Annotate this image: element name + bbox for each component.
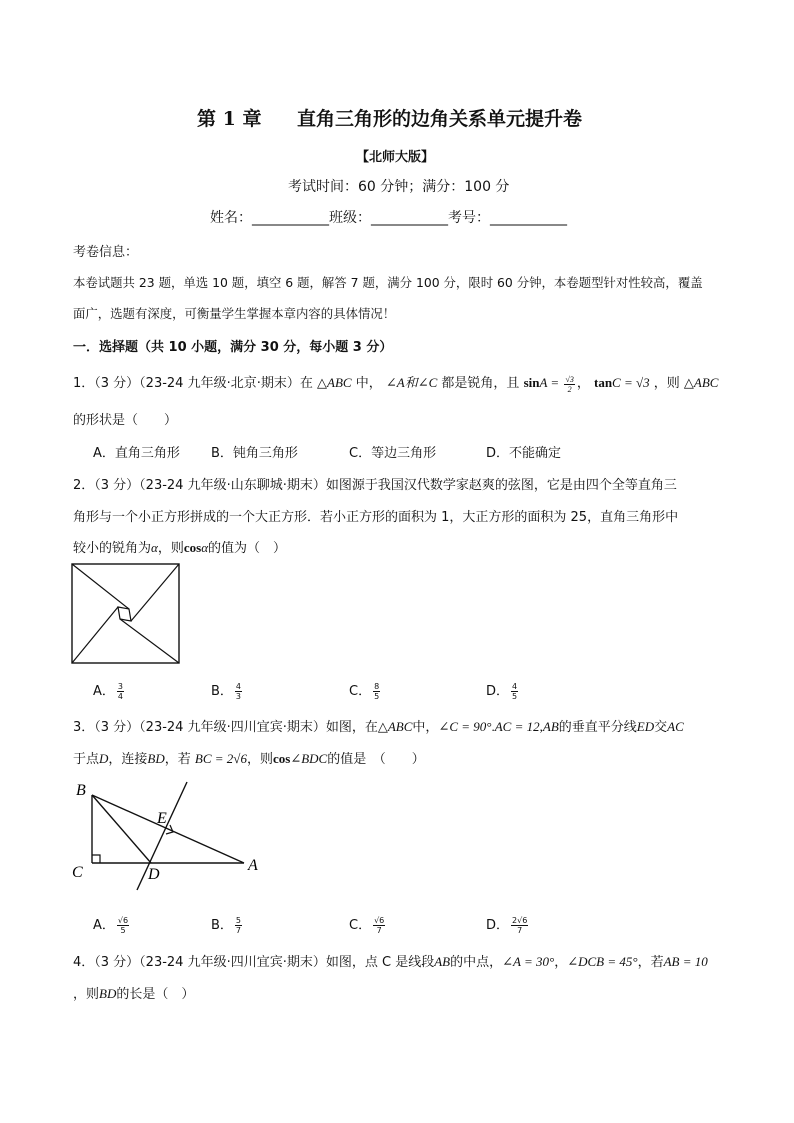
info-label: 考卷信息： bbox=[73, 245, 139, 260]
label-b: B bbox=[76, 782, 86, 799]
q2-line3a: 较小的锐角为 bbox=[73, 541, 152, 556]
question-3-line-2 bbox=[73, 748, 425, 767]
question-4-line-1 bbox=[73, 951, 708, 970]
q3-point-d: D bbox=[99, 751, 109, 766]
info-line-1: 本卷试题共 23 题，单选 10 题，填空 6 题，解答 7 题，满分 100 分，限时 60 分钟，本卷题型针对性较高，覆盖 bbox=[73, 275, 703, 290]
q1-option-b[interactable]: B．钝角三角形 bbox=[211, 446, 298, 461]
q1-tail: ，则 bbox=[653, 376, 680, 391]
q1-tan-expression: tanC = √3 bbox=[593, 375, 650, 390]
q3-option-d[interactable]: D． $\frac{2√6}{7}$ bbox=[486, 916, 528, 935]
q1-triangle-2: △ABC bbox=[683, 375, 719, 390]
q2-line3c: 的值为（ ） bbox=[208, 541, 287, 556]
q4-line2b: 的长是（ ） bbox=[116, 987, 195, 1002]
q3-line2a: 于点 bbox=[73, 752, 100, 767]
q1-option-c[interactable]: C．等边三角形 bbox=[349, 446, 437, 461]
q3-option-b[interactable]: B． $\frac{5}{7}$ bbox=[211, 916, 242, 935]
q2-option-d[interactable]: D． $\frac{4}{5}$ bbox=[486, 682, 518, 701]
q4-ab: AB bbox=[434, 954, 451, 969]
question-3-line-1 bbox=[73, 716, 684, 735]
q4-angle-dcb: ∠DCB = 45° bbox=[567, 954, 638, 969]
q3-triangle-figure bbox=[68, 776, 268, 892]
student-info-line: 姓名：___________班级：___________考号：___________ bbox=[210, 210, 567, 226]
q2-option-c[interactable]: C． $\frac{8}{5}$ bbox=[349, 682, 380, 701]
question-2-line-2: 角形与一个小正方形拼成的一个大正方形．若小正方形的面积为 1，大正方形的面积为 25，直角三角形中 bbox=[73, 510, 679, 525]
question-1-line-1: 1．（3 分）（23-24 九年级·北京·期末）在 △ABC 中， ∠A和∠C 都是锐角，且 sinA = $\frac{√3}{2}$ ， tanC = √3 ，则 △ABC bbox=[73, 374, 719, 394]
q3-ac: AC bbox=[667, 719, 684, 734]
q1-triangle: △ABC bbox=[317, 375, 352, 390]
q2-cos-alpha: cosα bbox=[183, 540, 209, 555]
q3-option-a[interactable]: A． $\frac{√6}{5}$ bbox=[93, 916, 129, 935]
q2-line3b: ，则 bbox=[157, 541, 184, 556]
q3-line2d: ，则 bbox=[246, 752, 273, 767]
chapter-label: 第 1 章 bbox=[197, 108, 262, 130]
label-d: D bbox=[148, 866, 160, 883]
q2-option-b[interactable]: B． $\frac{4}{3}$ bbox=[211, 682, 242, 701]
q1-sin-expression: sinA = $\frac{√3}{2}$ bbox=[523, 374, 574, 394]
q3-triangle: △ABC bbox=[377, 719, 413, 734]
q4-line1a: 4．（3 分）（23-24 九年级·四川宜宾·期末）如图，点 C 是线段 bbox=[73, 955, 435, 970]
question-4-line-2 bbox=[73, 983, 194, 1002]
q3-line2b: ，连接 bbox=[108, 752, 148, 767]
label-e: E bbox=[157, 810, 167, 827]
question-2-line-1: 2．（3 分）（23-24 九年级·山东聊城·期末）如图源于我国汉代数学家赵爽的弦图，它是由四个全等直角三 bbox=[73, 478, 677, 493]
q4-line2a: ，则 bbox=[73, 987, 100, 1002]
q3-line2c: ，若 bbox=[164, 752, 191, 767]
q1-mid1: 中， bbox=[355, 376, 382, 391]
question-2-line-3 bbox=[73, 537, 286, 556]
q4-line1b: 的中点， bbox=[450, 955, 503, 970]
q3-cos-bdc: cos∠BDC bbox=[272, 751, 328, 766]
label-c: C bbox=[72, 864, 83, 881]
exam-info: 考试时间：60 分钟；满分：100 分 bbox=[288, 179, 510, 195]
q1-option-d[interactable]: D．不能确定 bbox=[486, 446, 562, 461]
q1-option-a[interactable]: A．直角三角形 bbox=[93, 446, 180, 461]
info-line-2: 面广，选题有深度，可衡量学生掌握本章内容的具体情况！ bbox=[73, 306, 396, 321]
q3-line2e: 的值是 （ ） bbox=[327, 752, 425, 767]
q3-bd: BD bbox=[147, 751, 165, 766]
page-title: 直角三角形的边角关系单元提升卷 bbox=[297, 108, 583, 130]
q1-prefix: 1．（3 分）（23-24 九年级·北京·期末）在 bbox=[73, 376, 313, 391]
q3-line1d: 交 bbox=[654, 720, 668, 735]
section-heading: 一．选择题（共 10 小题，满分 30 分，每小题 3 分） bbox=[73, 340, 393, 355]
q2-alpha: α bbox=[151, 540, 158, 555]
q3-ed: ED bbox=[636, 719, 655, 734]
q4-bd: BD bbox=[99, 986, 117, 1001]
q4-line1d: ，若 bbox=[637, 955, 664, 970]
q3-given: ∠C = 90°.AC = 12,AB bbox=[438, 719, 559, 734]
q4-ab-value: AB = 10 bbox=[663, 954, 708, 969]
q3-line1c: 的垂直平分线 bbox=[558, 720, 637, 735]
q2-option-a[interactable]: A． $\frac{3}{4}$ bbox=[93, 682, 123, 701]
q4-line1c: ， bbox=[554, 955, 568, 970]
q1-mid2: 都是锐角，且 bbox=[441, 376, 520, 391]
q3-bc-value: BC = 2√6 bbox=[194, 751, 247, 766]
q1-angles: ∠A和∠C bbox=[385, 375, 438, 390]
q4-angle-a: ∠A = 30° bbox=[502, 954, 555, 969]
q3-option-c[interactable]: C． $\frac{√6}{7}$ bbox=[349, 916, 385, 935]
edition-label: 【北师大版】 bbox=[356, 150, 435, 165]
q2-chord-figure bbox=[70, 562, 182, 666]
q3-line1b: 中， bbox=[412, 720, 439, 735]
q3-line1a: 3．（3 分）（23-24 九年级·四川宜宾·期末）如图，在 bbox=[73, 720, 378, 735]
question-1-line-2: 的形状是（ ） bbox=[73, 413, 178, 428]
label-a: A bbox=[248, 857, 258, 874]
